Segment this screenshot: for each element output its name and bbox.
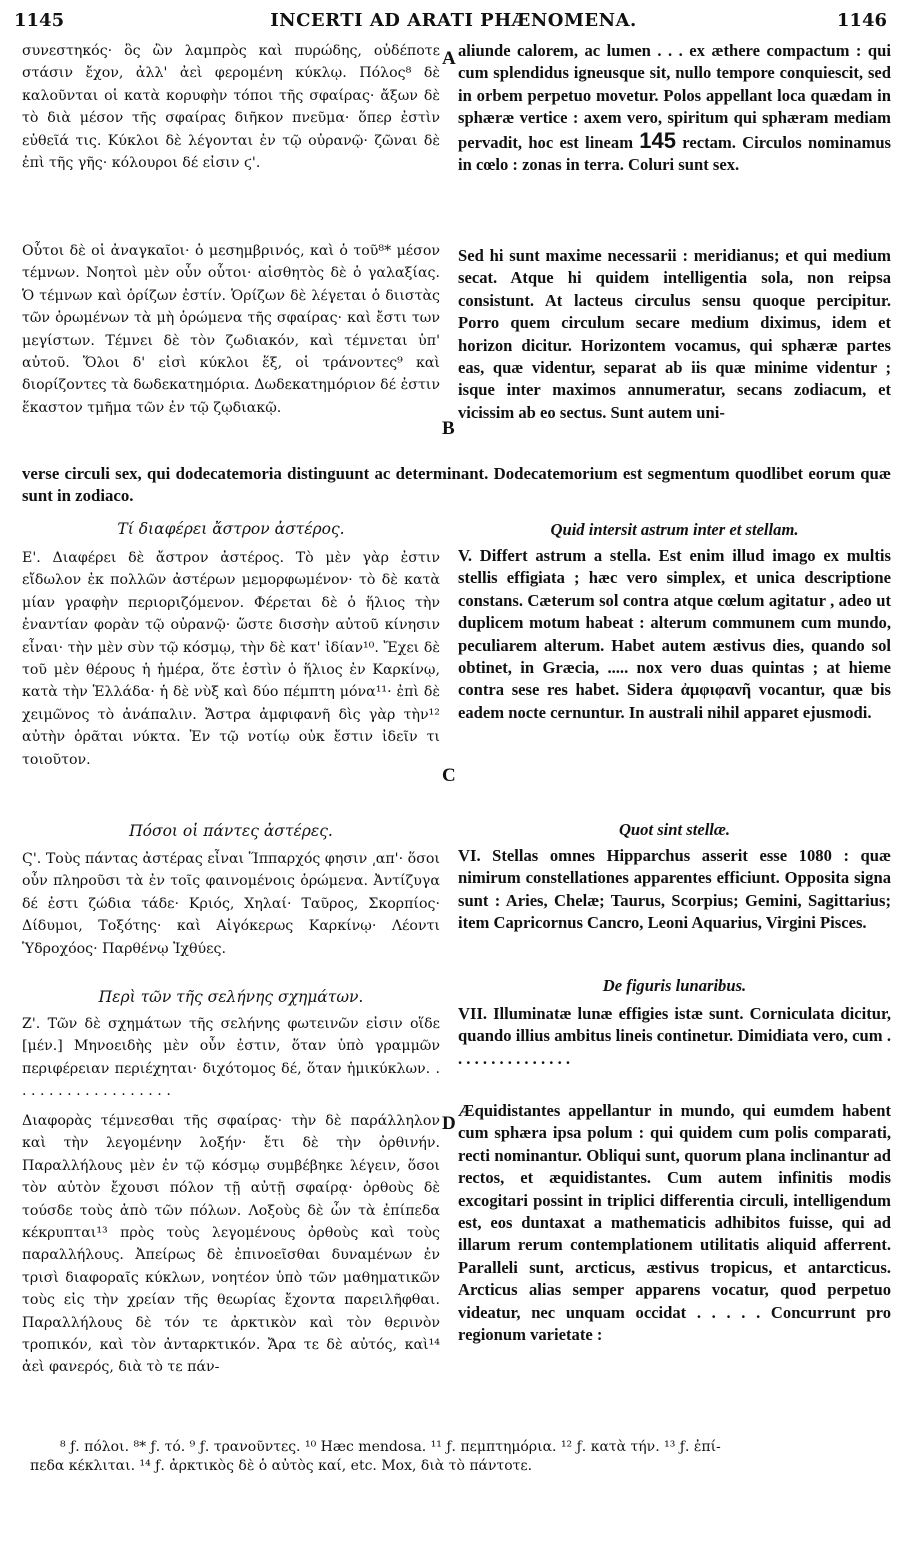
latin-paragraph-2: Sed hi sunt maxime necessarii : meridianus; et qui medium secat. Atque hi quidem intelligentia sola, non reipsa consistunt. At lacteus circulus sensu quoque percipitur. Porro quem circulum secare medium diximus, idem et horizon dicitur. Horizontem vocamus, qui sphæræ partes eas, quæ videntur, separat ab iis quæ minime videntur ; isque inter maximos annumeratur, secans zodiacum, et vicissim ab eo sectus. Sunt autem uni- — [458, 246, 891, 422]
running-title: INCERTI AD ARATI PHÆNOMENA. — [270, 10, 637, 31]
greek-paragraph-circles: Διαφορὰς τέμνεσθαι τῆς σφαίρας· τὴν δὲ παράλληλον καὶ τὴν λεγομένην λοξήν· ἔτι δὲ τὴν ὀρθινήν. Παραλλήλους μὲν ἐν τῷ κόσμῳ συμβέβηκε λέγειν, ὅσοι τὸν αὐτὸν ἔχουσι πόλον τῇ αὐτῇ σφαίρᾳ· ὀρθοὺς δὲ τούσδε τοὺς ἀπὸ τῶν πόλων. Λοξοὺς δὲ ὧν τὰ ἐπίπεδα κέκρυπται¹³ πρὸς τοὺς λεγομένους ὀρθοὺς καὶ τοὺς παραλλήλους. Ἀπείρως δὲ ἐπινοεῖσθαι δυναμένων ἐν τρισὶ διαφοραῖς κύκλων, νοητέον ὑπὸ τῶν μαθηματικῶν τοὺς εἰς τὴν χρείαν τῆς θεωρίας ἔχοντα παρειλῆφθαι. Παραλλήλους δὲ τόν τε ἀρκτικὸν καὶ τὸν θερινὸν τροπικόν, καὶ τὸν ἀνταρκτικόν. Ἄρα τε δὲ αὐτός, καὶ¹⁴ ἀεὶ φανερός, διὰ τὸ τε πάν- — [22, 1113, 440, 1376]
greek-paragraph-2: Οὗτοι δὲ οἱ ἀναγκαῖοι· ὁ μεσημβρινός, καὶ ὁ τοῦ⁸* μέσον τέμνων. Νοητοὶ μὲν οὖν οὗτοι· αἰσθητὸς δὲ ὁ γαλαξίας. Ὁ τέμνων καὶ ὁρίζων ἐστίν. Ὁρίζων δὲ λέγεται ὁ διιστὰς τῶν ὁρωμένων τὰ μὴ ὁρώμενα τῆς σφαίρας· καὶ ἔστι των μεγίστων. Τέμνει δὲ τὸν ζωδιακόν, καὶ τέμνεται ὑπ' αὐτοῦ. Ὅλοι δ' εἰσὶ κύκλοι ἕξ, οἱ τράνοντες⁹ καὶ διορίζοντες τὰ δωδεκατημόρια. Δωδεκατημόριον δέ ἐστιν ἕκαστον τμῆμα τῶν ἐν τῷ ζῳδιακῷ. — [22, 243, 440, 416]
greek-paragraph-vii: Ζ'. Τῶν δὲ σχημάτων τῆς σελήνης φωτεινῶν εἰσιν οἵδε [μέν.] Μηνοειδὴς μὲν οὖν ἐστιν, ὅταν ὑπὸ γραμμῶν περιφέρειαν περιέχηται· διχότομος δέ, ὅταν ἡμικύκλων. . . . . . . . . . . . . . . . . . . — [22, 1016, 440, 1100]
latin-paragraph-1-part-b: rectam. Circulos nominamus in cœlo : zonas in terra. Coluri sunt sex. — [458, 132, 892, 175]
footnotes — [30, 1438, 890, 1476]
margin-mark-d: D — [442, 1113, 456, 1134]
latin-paragraph-circles: Æquidistantes appellantur in mundo, qui eumdem habent cum sphæra ipsa polum : qui quidem cum polis comparati, recti nominantur. Obliqui sunt, quorum plana inclinantur ad rectos, et æquidistantes. Cum autem infinitis modis excogitari possint in triplici differentia circuli, intelligendum est, eos duntaxat a mathematicis adhibitos fuisse, qui ad illarum rerum contemplationem utilitatis aliquid afferrent. Paralleli sunt, arcticus, æstivus tropicus, et antarcticus. Arcticus alias semper apparens vocatur, quod perpetuo videatur, nec unquam occidat . . . . . Concurrunt pro regionum varietate : — [458, 1101, 891, 1345]
latin-heading-v: Quid intersit astrum inter et stellam. — [550, 520, 799, 539]
latin-paragraph-1 — [458, 40, 891, 240]
margin-mark-a: A — [442, 48, 456, 69]
greek-paragraph-vi: Ϛ'. Τοὺς πάντας ἀστέρας εἶναι Ἵππαρχός φησιν ͵απ'· ὅσοι οὖν πληροῦσι τὰ ἐν τοῖς φαινομένοις ὁρώμενα. Ἀντίζυγα δέ ἐστι ζώδια τάδε· Κριός, Χηλαί· Ταῦρος, Σκορπίος· Δίδυμοι, Τοξότης· καὶ Αἰγόκερως Καρκίνῳ· Λέοντι Ὑδροχόος· Παρθένῳ Ἰχθύες. — [22, 851, 440, 957]
footnote-line-2: πεδα κέκλιται. ¹⁴ ƒ. ἀρκτικὸς δὲ ὁ αὐτὸς καί, etc. Mox, διὰ τὸ πάντοτε. — [30, 1458, 533, 1474]
latin-paragraph-1-part-a: aliunde calorem, ac lumen . . . ex æthere compactum : qui cum splendidus igneusque sit, nullo tempore conquiescit, sed in orbem perpetuo movetur. Polos appellant loca quædam in sphæræ vertice : axem vero, spiritum qui sphæram mediam pervadit, hoc est lineam — [458, 41, 891, 152]
latin-fullwidth-paragraph: verse circuli sex, qui dodecatemoria distinguunt ac determinant. Dodecatemorium est segmentum quodlibet eorum quæ sunt in zodiaco. — [22, 464, 891, 506]
greek-paragraph-v: Ε'. Διαφέρει δὲ ἄστρον ἀστέρος. Τὸ μὲν γὰρ ἐστιν εἴδωλον ἐκ πολλῶν ἀστέρων μεμορφωμένον· τὸ δὲ κατὰ μίαν γραφὴν περιοριζόμενον. Φέρεται δὲ ὁ ἥλιος τὴν ἐναντίαν φορὰν τῷ οὐρανῷ· ὥστε δισσὴν αὐτοῦ κίνησιν εἶναι· τὴν μὲν σὺν τῷ κόσμῳ, τὴν δὲ κατ' ἰδίαν¹⁰. Ἔχει δὲ τοῦ μὲν θέρους ἡ ἡμέρα, ὅτε ἐστὶν ὁ ἥλιος ἐν Καρκίνῳ, κατὰ τὴν Ἑλλάδα· ἡ δὲ νὺξ καὶ δύο πέμπτη μόνα¹¹· ἐπὶ δὲ χειμῶνος τὸ ἀνάπαλιν. Ἄστρα ἀμφιφανῆ δὶς γὰρ τὴν¹² αὐτὴν ὁρᾶται νύκτα. Ἐν τῷ νοτίῳ οὐκ ἔστιν ἰδεῖν τι τοιοῦτον. — [22, 550, 440, 768]
greek-paragraph-1: συνεστηκός· ὃς ὢν λαμπρὸς καὶ πυρώδης, οὐδέποτε στάσιν ἔχον, ἀλλ' ἀεὶ φερομένη κύκλῳ. Πόλος⁸ δὲ καλοῦνται οἱ κατὰ κορυφὴν τόποι τῆς σφαίρας· ἄξων δὲ τὸ διὰ μέσον τῆς σφαίρας διῆκον πνεῦμα· ὅπερ ἐστὶν εὐθεῖά τις. Κύκλοι δὲ λέγονται ἐν τῷ οὐρανῷ· ζῶναι δὲ ἐπὶ τῆς γῆς· κόλουροι δέ εἰσιν ϛ'. — [22, 43, 440, 172]
latin-heading-vi: Quot sint stellæ. — [618, 820, 731, 839]
latin-heading-vii: De figuris lunaribus. — [602, 976, 747, 995]
greek-heading-v: Τί διαφέρει ἄστρον ἀστέρος. — [117, 520, 345, 538]
latin-paragraph-vi: VI. Stellas omnes Hipparchus asserit esse 1080 : quæ nimirum constellationes apparentes efficiunt. Opposita signa sunt : Aries, Chelæ; Taurus, Scorpius; Gemini, Sagittarius; item Capricornus Cancro, Leoni Aquarius, Virgini Pisces. — [458, 846, 891, 933]
margin-mark-b: B — [442, 418, 455, 439]
latin-paragraph-vii: VII. Illuminatæ lunæ effigies istæ sunt. Corniculata dicitur, quando illius ambitus lineis continetur. Dimidiata vero, cum . . . . . . . . . . . . . . . — [458, 1004, 891, 1068]
footnote-line-1: ⁸ ƒ. πόλοι. ⁸* ƒ. τό. ⁹ ƒ. τρανοῦντες. ¹⁰ Hæc mendosa. ¹¹ ƒ. πεμπτημόρια. ¹² ƒ. κατὰ τήν. ¹³ ƒ. ἐπί- — [60, 1439, 721, 1455]
left-page-number: 1145 — [14, 10, 65, 31]
running-header — [0, 10, 907, 36]
greek-heading-vi: Πόσοι οἱ πάντες ἀστέρες. — [129, 822, 333, 840]
right-page-number: 1146 — [836, 10, 887, 31]
margin-mark-c: C — [442, 765, 456, 786]
greek-heading-vii: Περὶ τῶν τῆς σελήνης σχημάτων. — [98, 988, 364, 1006]
latin-paragraph-v: V. Differt astrum a stella. Est enim illud imago ex multis stellis effigiata ; hæc vero simplex, et unica descriptione constans. Cæterum sol contra atque cœlum agitatur , adeo ut duplicem motum habeat : alterum communem cum mundo, peculiarem alterum. Habet autem æstivus dies, quando sol obtinet, in Græcia, ..... nox vero duas quintas ; at hieme contra sese res habet. Sidera ἀμφιφανῆ vocantur, quæ bis eadem nocte cernuntur. In australi nihil apparet ejusmodi. — [458, 546, 891, 722]
inline-page-number: 145 — [639, 127, 677, 153]
